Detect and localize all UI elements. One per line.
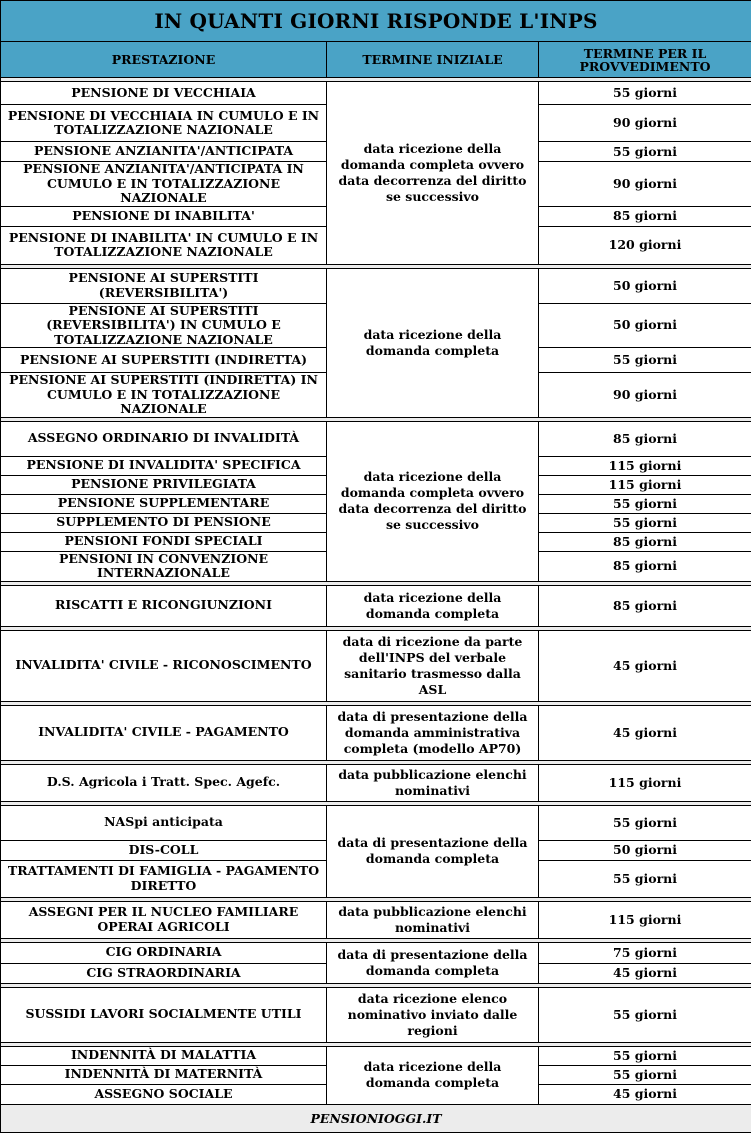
- giorni-cell: 45 giorni: [539, 1084, 751, 1104]
- table-row: [1, 805, 751, 840]
- termine-iniziale-cell: data ricezione della domanda completa ovvero data decorrenza del diritto se successivo: [327, 82, 539, 265]
- prestazione-cell: PENSIONE ANZIANITA'/ANTICIPATA: [1, 142, 327, 162]
- giorni-cell: 55 giorni: [539, 1046, 751, 1065]
- prestazione-cell: CIG ORDINARIA: [1, 942, 327, 963]
- giorni-cell: 55 giorni: [539, 987, 751, 1042]
- prestazione-cell: SUSSIDI LAVORI SOCIALMENTE UTILI: [1, 987, 327, 1042]
- giorni-cell: 90 giorni: [539, 373, 751, 418]
- prestazione-cell: PENSIONI IN CONVENZIONE INTERNAZIONALE: [1, 551, 327, 581]
- giorni-cell: 50 giorni: [539, 268, 751, 303]
- giorni-cell: 55 giorni: [539, 82, 751, 105]
- prestazione-cell: TRATTAMENTI DI FAMIGLIA - PAGAMENTO DIRETTO: [1, 860, 327, 897]
- table-row: [1, 82, 751, 105]
- termine-iniziale-cell: data di presentazione della domanda amministrativa completa (modello AP70): [327, 705, 539, 760]
- giorni-cell: 50 giorni: [539, 303, 751, 348]
- table-row: [1, 585, 751, 626]
- prestazione-cell: PENSIONE SUPPLEMENTARE: [1, 494, 327, 513]
- giorni-cell: 85 giorni: [539, 585, 751, 626]
- prestazione-cell: CIG STRAORDINARIA: [1, 963, 327, 983]
- prestazione-cell: INVALIDITA' CIVILE - RICONOSCIMENTO: [1, 630, 327, 701]
- table-row: [1, 268, 751, 303]
- prestazione-cell: PENSIONE AI SUPERSTITI (INDIRETTA) IN CUMULO E IN TOTALIZZAZIONE NAZIONALE: [1, 373, 327, 418]
- giorni-cell: 50 giorni: [539, 840, 751, 860]
- giorni-cell: 45 giorni: [539, 705, 751, 760]
- prestazione-cell: PENSIONE PRIVILEGIATA: [1, 475, 327, 494]
- giorni-cell: 75 giorni: [539, 942, 751, 963]
- termine-iniziale-cell: data pubblicazione elenchi nominativi: [327, 901, 539, 938]
- prestazione-cell: ASSEGNO ORDINARIO DI INVALIDITÀ: [1, 421, 327, 456]
- table-body: [1, 78, 751, 1105]
- giorni-cell: 55 giorni: [539, 142, 751, 162]
- giorni-cell: 85 giorni: [539, 421, 751, 456]
- table-row: [1, 901, 751, 938]
- prestazione-cell: INDENNITÀ DI MALATTIA: [1, 1046, 327, 1065]
- prestazione-cell: PENSIONI FONDI SPECIALI: [1, 532, 327, 551]
- prestazione-cell: NASpi anticipata: [1, 805, 327, 840]
- giorni-cell: 55 giorni: [539, 1065, 751, 1084]
- prestazione-cell: DIS-COLL: [1, 840, 327, 860]
- termine-iniziale-cell: data ricezione della domanda completa: [327, 268, 539, 417]
- giorni-cell: 55 giorni: [539, 348, 751, 373]
- header-termine-iniziale: TERMINE INIZIALE: [327, 42, 539, 78]
- giorni-cell: 90 giorni: [539, 162, 751, 207]
- prestazione-cell: D.S. Agricola i Tratt. Spec. Agefc.: [1, 764, 327, 801]
- table-row: [1, 630, 751, 701]
- giorni-cell: 115 giorni: [539, 456, 751, 475]
- termine-iniziale-cell: data ricezione della domanda completa: [327, 1046, 539, 1104]
- prestazione-cell: INDENNITÀ DI MATERNITÀ: [1, 1065, 327, 1084]
- giorni-cell: 115 giorni: [539, 764, 751, 801]
- giorni-cell: 45 giorni: [539, 630, 751, 701]
- table-row: [1, 1046, 751, 1065]
- prestazione-cell: PENSIONE DI INABILITA': [1, 206, 327, 226]
- giorni-cell: 85 giorni: [539, 532, 751, 551]
- giorni-cell: 90 giorni: [539, 105, 751, 142]
- giorni-cell: 55 giorni: [539, 494, 751, 513]
- giorni-cell: 45 giorni: [539, 963, 751, 983]
- prestazione-cell: ASSEGNI PER IL NUCLEO FAMILIARE OPERAI AGRICOLI: [1, 901, 327, 938]
- giorni-cell: 115 giorni: [539, 475, 751, 494]
- prestazione-cell: PENSIONE AI SUPERSTITI (INDIRETTA): [1, 348, 327, 373]
- header-prestazione: PRESTAZIONE: [1, 42, 327, 78]
- prestazione-cell: PENSIONE AI SUPERSTITI (REVERSIBILITA') IN CUMULO E TOTALIZZAZIONE NAZIONALE: [1, 303, 327, 348]
- giorni-cell: 85 giorni: [539, 551, 751, 581]
- table-row: [1, 942, 751, 963]
- termine-iniziale-cell: data di presentazione della domanda completa: [327, 942, 539, 983]
- giorni-cell: 85 giorni: [539, 206, 751, 226]
- termine-iniziale-cell: data di presentazione della domanda completa: [327, 805, 539, 897]
- prestazione-cell: PENSIONE ANZIANITA'/ANTICIPATA IN CUMULO E IN TOTALIZZAZIONE NAZIONALE: [1, 162, 327, 207]
- prestazione-cell: INVALIDITA' CIVILE - PAGAMENTO: [1, 705, 327, 760]
- prestazione-cell: PENSIONE AI SUPERSTITI (REVERSIBILITA'): [1, 268, 327, 303]
- prestazione-cell: PENSIONE DI VECCHIAIA: [1, 82, 327, 105]
- footer-source: PENSIONIOGGI.IT: [1, 1104, 751, 1132]
- giorni-cell: 55 giorni: [539, 513, 751, 532]
- header-termine-provvedimento: TERMINE PER IL PROVVEDIMENTO: [539, 42, 751, 78]
- giorni-cell: 115 giorni: [539, 901, 751, 938]
- prestazione-cell: PENSIONE DI INVALIDITA' SPECIFICA: [1, 456, 327, 475]
- termine-iniziale-cell: data ricezione elenco nominativo inviato dalle regioni: [327, 987, 539, 1042]
- prestazione-cell: RISCATTI E RICONGIUNZIONI: [1, 585, 327, 626]
- table-row: [1, 705, 751, 760]
- termine-iniziale-cell: data ricezione della domanda completa ovvero data decorrenza del diritto se successivo: [327, 421, 539, 581]
- table-row: [1, 987, 751, 1042]
- prestazione-cell: PENSIONE DI VECCHIAIA IN CUMULO E IN TOTALIZZAZIONE NAZIONALE: [1, 105, 327, 142]
- table-row: [1, 421, 751, 456]
- prestazione-cell: ASSEGNO SOCIALE: [1, 1084, 327, 1104]
- giorni-cell: 120 giorni: [539, 226, 751, 264]
- prestazione-cell: SUPPLEMENTO DI PENSIONE: [1, 513, 327, 532]
- prestazione-cell: PENSIONE DI INABILITA' IN CUMULO E IN TOTALIZZAZIONE NAZIONALE: [1, 226, 327, 264]
- termine-iniziale-cell: data ricezione della domanda completa: [327, 585, 539, 626]
- giorni-cell: 55 giorni: [539, 860, 751, 897]
- table-row: [1, 764, 751, 801]
- termine-iniziale-cell: data pubblicazione elenchi nominativi: [327, 764, 539, 801]
- table-title: IN QUANTI GIORNI RISPONDE L'INPS: [1, 1, 751, 42]
- giorni-cell: 55 giorni: [539, 805, 751, 840]
- termine-iniziale-cell: data di ricezione da parte dell'INPS del verbale sanitario trasmesso dalla ASL: [327, 630, 539, 701]
